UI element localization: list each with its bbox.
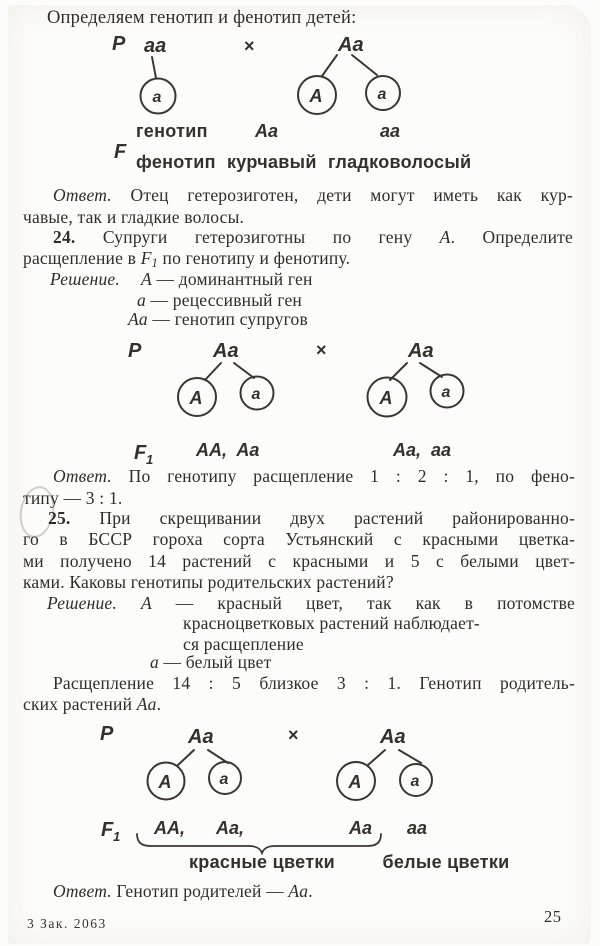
generation-f1-label: F [134, 442, 147, 464]
generation-f-label: F [114, 141, 127, 163]
text-line: Расщепление 14 : 5 близкое 3 : 1. Генотип родитель- [53, 673, 575, 693]
text-line: типу — 3 : 1. [23, 488, 123, 508]
branch-line [178, 750, 194, 765]
generation-p-label: P [112, 33, 126, 55]
text-line: го в БССР гороха сорта Устьянский с красными цветка- [23, 529, 575, 549]
text-line: Решение. [50, 269, 120, 289]
generation-f1-subscript: 1 [113, 829, 121, 844]
text-line: a — рецессивный ген [137, 290, 302, 310]
branch-line [205, 363, 221, 380]
gamete-letter: a [152, 89, 162, 106]
text-line: 25. При скрещивании двух растений районированно- [48, 508, 575, 528]
text-line: красноцветковых растений наблюдает- [183, 613, 480, 633]
generation-p-label: P [128, 340, 142, 362]
branch-line [399, 750, 421, 763]
parent-left-genotype: aa [144, 35, 167, 57]
gamete-letter: A [348, 772, 362, 792]
page-heading: Определяем генотип и фенотип детей: [47, 8, 357, 28]
gamete-letter: A [309, 86, 323, 106]
cross-diagram-2 [95, 333, 510, 465]
text-line: чавые, так и гладкие волосы. [23, 207, 245, 227]
gamete-letter: A [189, 388, 203, 408]
offspring-genotype: Aa [349, 818, 373, 838]
gamete-letter: A [158, 772, 172, 792]
text-line: ся расщепление [183, 634, 304, 654]
text-line: расщепление в F1 по генотипу и фенотипу. [23, 248, 351, 270]
offspring-left-genotypes: AA, Aa [196, 440, 260, 460]
parent-right-genotype: Aa [380, 726, 406, 748]
cross-diagram-3 [85, 720, 530, 885]
text-line: ми получено 14 растений с красными и 5 с белыми цвет- [23, 551, 575, 571]
phenotype-left-value: курчавый [227, 152, 317, 172]
branch-line [420, 363, 442, 377]
descent-line [152, 57, 156, 78]
cross-icon: × [244, 36, 255, 56]
gamete-letter: A [379, 388, 393, 408]
generation-f1-label: F [101, 819, 114, 841]
text-line: Aa — генотип супругов [128, 309, 308, 329]
cross-diagram-1 [88, 28, 538, 183]
gamete-letter: a [441, 384, 451, 401]
brace-group-label: красные цветки [188, 852, 336, 872]
text-line: Решение. A — красный цвет, так как в потомстве [47, 593, 576, 613]
generation-f1-subscript: 1 [146, 452, 154, 467]
page-number: 25 [544, 907, 562, 926]
genotype-right-value: aa [380, 121, 401, 141]
text-line: Ответ. Отец гетерозиготен, дети могут иметь как кур- [53, 185, 573, 205]
phenotype-right-value: гладковолосый [328, 152, 472, 172]
offspring-genotype: AA, [154, 818, 185, 838]
text-line: A — доминантный ген [141, 269, 313, 289]
generation-p-label: P [100, 723, 114, 745]
cross-icon: × [288, 725, 299, 745]
branch-line [352, 55, 377, 75]
text-line: 24. Супруги гетерозиготны по гену A. Определите [53, 227, 573, 247]
branch-line [368, 750, 385, 765]
parent-right-genotype: Aa [408, 340, 434, 362]
book-page [8, 5, 591, 944]
branch-line [234, 363, 254, 378]
print-signature: 3 Зак. 2063 [27, 916, 107, 931]
text-line: Ответ. По генотипу расщепление 1 : 2 : 1, по фено- [53, 466, 575, 486]
text-line: a — белый цвет [150, 652, 272, 672]
gamete-letter: a [410, 773, 420, 790]
phenotype-row-label: фенотип [136, 152, 216, 172]
offspring-genotype: Aa, [216, 818, 245, 838]
white-flowers-label: белые цветки [382, 852, 510, 872]
genotype-left-value: Aa [255, 121, 279, 141]
gamete-letter: a [251, 386, 261, 403]
text-line: Ответ. Генотип родителей — Aa. [53, 881, 313, 901]
gamete-letter: a [219, 771, 229, 788]
cross-icon: × [316, 340, 327, 360]
parent-right-genotype: Aa [338, 34, 364, 56]
branch-line [322, 55, 337, 76]
parent-left-genotype: Aa [213, 340, 239, 362]
offspring-genotype: aa [407, 818, 428, 838]
parent-left-genotype: Aa [188, 726, 214, 748]
text-line: ками. Каковы генотипы родительских растений? [23, 572, 394, 592]
text-line: ских растений Aa. [23, 694, 162, 714]
offspring-right-genotypes: Aa, aa [393, 440, 452, 460]
gamete-letter: a [377, 86, 387, 103]
genotype-row-label: генотип [136, 121, 208, 141]
